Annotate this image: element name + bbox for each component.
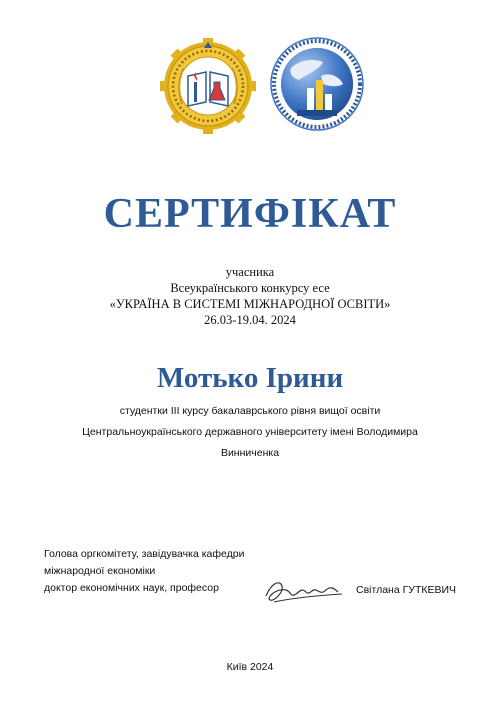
footer-place-year: Київ 2024 [226,661,274,673]
recipient-description-line3: Винниченка [220,447,280,459]
signatory-title-line2: міжнародної економіки [44,565,156,577]
university-crest-icon [160,36,256,136]
signer-name: Світлана ГУТКЕВИЧ [356,584,457,596]
subtitle-contest: Всеукраїнського конкурсу есе [170,281,330,295]
recipient-description-line1: студентки ІІІ курсу бакалаврського рівня вищої освіти [119,405,381,417]
contest-dates: 26.03-19.04. 2024 [204,313,296,327]
signatory-title-line3: доктор економічних наук, професор [44,582,219,594]
recipient-description-line2: Центральноукраїнського державного університету імені Володимира [82,426,418,438]
department-emblem-icon [268,34,366,134]
subtitle-participant: учасника [225,265,275,279]
contest-name: «УКРАЇНА В СИСТЕМІ МІЖНАРОДНОЇ ОСВІТИ» [109,297,391,311]
handwritten-signature [262,574,346,608]
certificate-title: СЕРТИФІКАТ [103,191,397,237]
signatory-title-line1: Голова оргкомітету, завідувачка кафедри [44,548,245,560]
recipient-name: Мотько Ірини [156,362,344,394]
